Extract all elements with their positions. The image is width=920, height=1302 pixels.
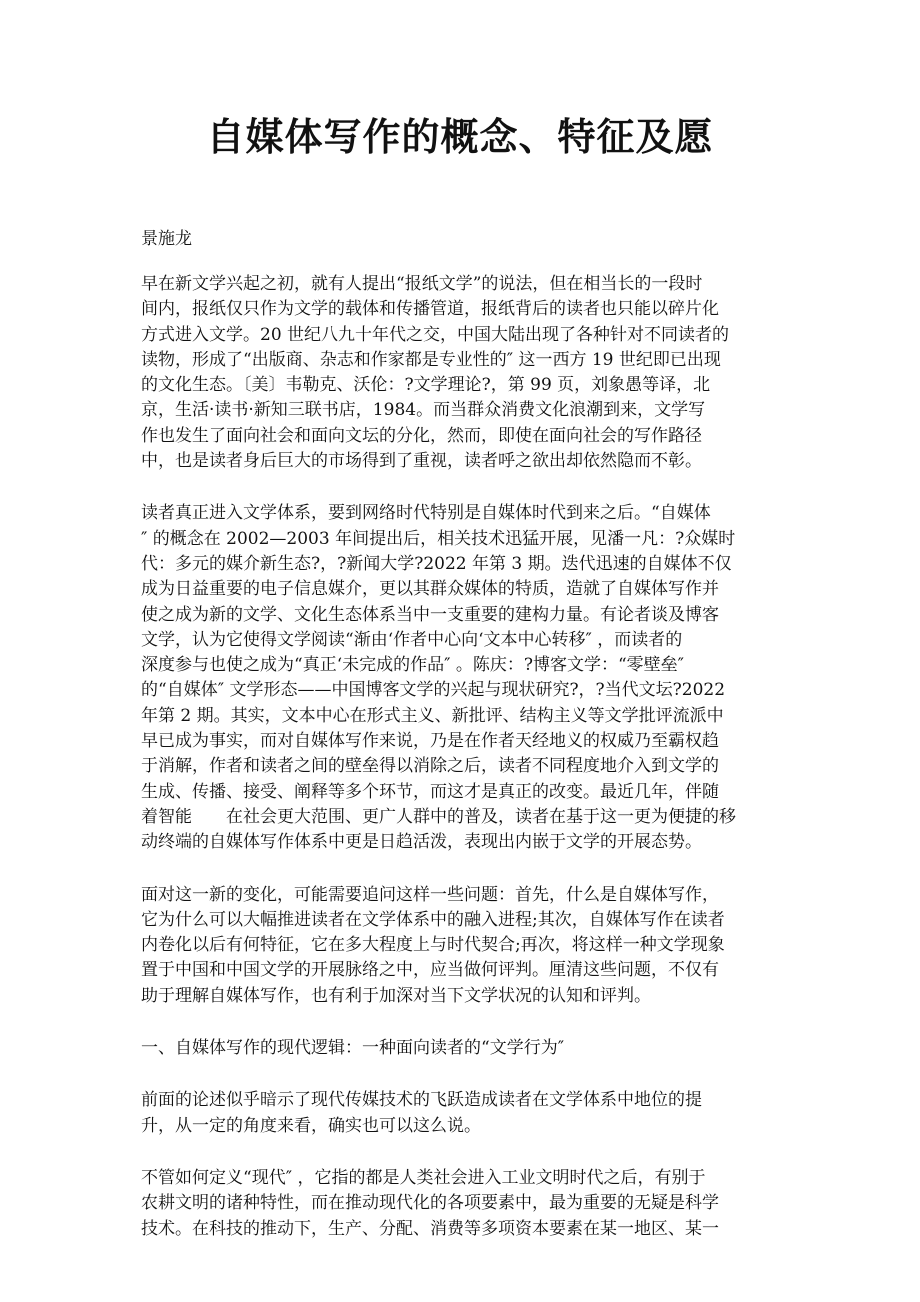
text-line: 早已成为事实，而对自媒体写作来说，乃是在作者天经地义的权威乃至霸权趋 — [141, 731, 719, 752]
text-line: 中，也是读者身后巨大的市场得到了重视，读者呼之欲出却依然隐而不彰。 — [141, 451, 702, 472]
section-heading: 一、自媒体写作的现代逻辑：一种面向读者的“文学行为″ — [141, 1038, 565, 1059]
text-line: 助于理解自媒体写作，也有利于加深对当下文学状况的认知和评判。 — [141, 985, 651, 1006]
text-line: 京，生活·读书·新知三联书店，1984。而当群众消费文化浪潮到来，文学写 — [141, 400, 706, 421]
document-title: 自媒体写作的概念、特征及愿 — [206, 114, 714, 159]
text-line: 面对这一新的变化，可能需要追问这样一些问题：首先，什么是自媒体写作， — [141, 884, 719, 905]
text-line: 年第 2 期。其实，文本中心在形式主义、新批评、结构主义等文学批评流派中 — [141, 705, 724, 726]
text-line: ″ 的概念在 2002—2003 年间提出后，相关技术迅猛开展，见潘一凡：?众媒时 — [141, 528, 736, 549]
text-line: 使之成为新的文学、文化生态体系当中一支重要的建构力量。有论者谈及博客 — [141, 604, 719, 625]
text-line: 间内，报纸仅只作为文学的载体和传播管道，报纸背后的读者也只能以碎片化 — [141, 299, 719, 320]
text-line: 代：多元的媒介新生态?，?新闻大学?2022 年第 3 期。迭代迅速的自媒体不仅 — [141, 553, 732, 574]
text-line: 方式进入文学。20 世纪八九十年代之交，中国大陆出现了各种针对不同读者的 — [141, 324, 730, 345]
document-body — [141, 272, 781, 1269]
text-line: 读物，形成了“出版商、杂志和作家都是专业性的″ 这一西方 19 世纪即已出现 — [141, 349, 721, 370]
text-line: 深度参与也使之成为“真正‘未完成的作品″ 。陈庆：?博客文学：“零壁垒″ — [141, 655, 685, 676]
text-line: 内卷化以后有何特征，它在多大程度上与时代契合;再次，将这样一种文学现象 — [141, 935, 725, 956]
text-line: 动终端的自媒体写作体系中更是日趋活泼，表现出内嵌于文学的开展态势。 — [141, 832, 702, 853]
author-name: 景施龙 — [141, 229, 192, 249]
paragraph-5 — [141, 1166, 781, 1242]
text-line: 它为什么可以大幅推进读者在文学体系中的融入进程;其次，自媒体写作在读者 — [141, 909, 725, 930]
paragraph-1 — [141, 272, 781, 474]
paragraph-4 — [141, 1088, 781, 1139]
text-line: 升，从一定的角度来看，确实也可以这么说。 — [141, 1115, 481, 1136]
text-line: 技术。在科技的推动下，生产、分配、消费等多项资本要素在某一地区、某一 — [141, 1218, 719, 1239]
text-line: 前面的论述似乎暗示了现代传媒技术的飞跃造成读者在文学体系中地位的提 — [141, 1090, 702, 1111]
text-line: 生成、传播、接受、阐释等多个环节，而这才是真正的改变。最近几年，伴随 — [141, 781, 719, 802]
text-line: 置于中国和中国文学的开展脉络之中，应当做何评判。厘清这些问题，不仅有 — [141, 960, 719, 981]
text-line: 的文化生态。〔美〕韦勒克、沃伦：?文学理论?，第 99 页，刘象愚等译，北 — [141, 375, 711, 396]
text-line: 不管如何定义“现代″ ，它指的都是人类社会进入工业文明时代之后，有别于 — [141, 1167, 706, 1188]
text-line: 着智能 在社会更大范围、更广人群中的普及，读者在基于这一更为便捷的移 — [141, 806, 736, 827]
text-line: 读者真正进入文学体系，要到网络时代特别是自媒体时代到来之后。“自媒体 — [141, 503, 711, 524]
paragraph-2 — [141, 501, 781, 855]
text-line: 早在新文学兴起之初，就有人提出“报纸文学”的说法，但在相当长的一段时 — [141, 274, 703, 294]
text-line: 成为日益重要的电子信息媒介，更以其群众媒体的特质，造就了自媒体写作并 — [141, 579, 719, 600]
text-line: 的“自媒体″ 文学形态——中国博客文学的兴起与现状研究?，?当代文坛?2022 — [141, 680, 726, 701]
text-line: 于消解，作者和读者之间的壁垒得以消除之后，读者不同程度地介入到文学的 — [141, 756, 719, 777]
text-line: 作也发生了面向社会和面向文坛的分化，然而，即使在面向社会的写作路径 — [141, 425, 702, 446]
text-line: 文学，认为它使得文学阅读“渐由‘作者中心向‘文本中心转移″ ，而读者的 — [141, 629, 683, 650]
paragraph-3 — [141, 883, 781, 1009]
text-line: 农耕文明的诸种特性，而在推动现代化的各项要素中，最为重要的无疑是科学 — [141, 1193, 719, 1214]
